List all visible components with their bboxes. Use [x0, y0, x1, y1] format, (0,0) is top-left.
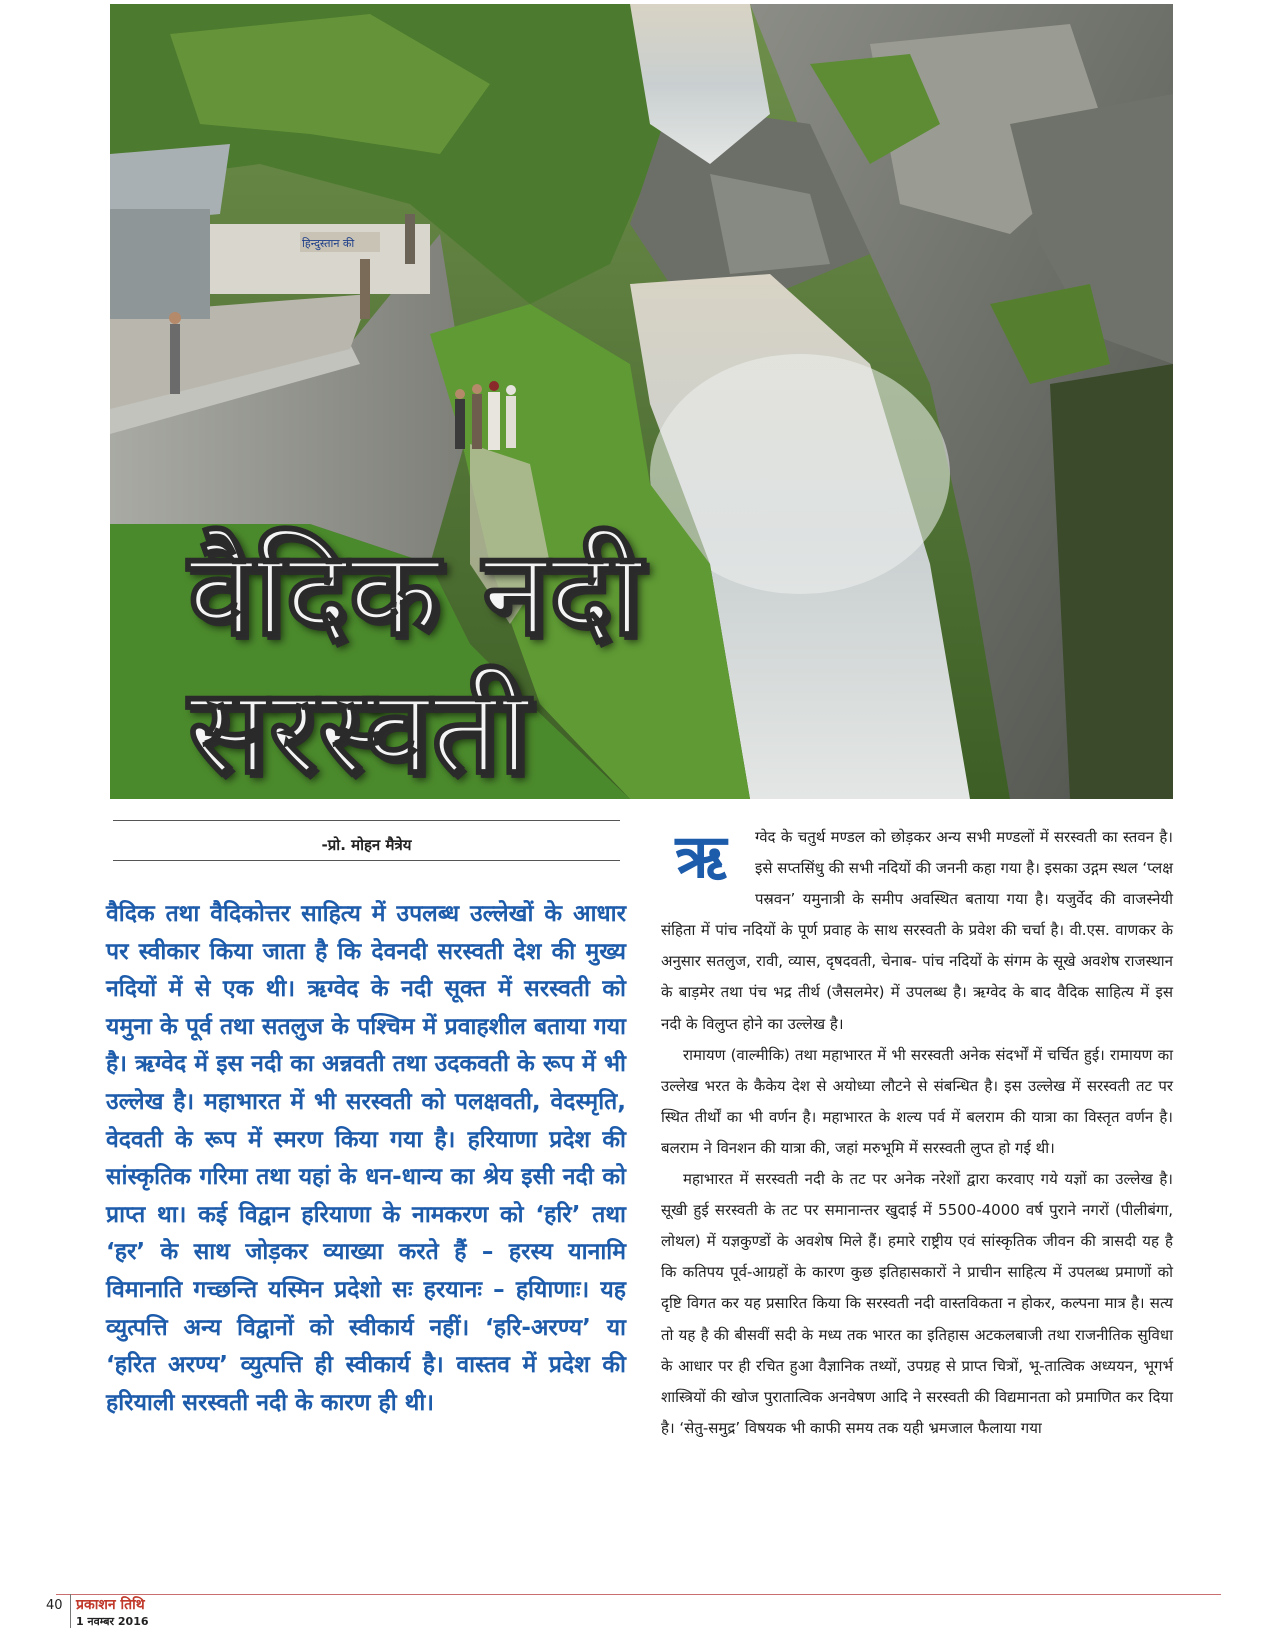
body-paragraph-3: महाभारत में सरस्वती नदी के तट पर अनेक नरेशों द्वारा करवाए गये यज्ञों का उल्लेख है। सूखी हुई सरस्वती के तट पर समानान्तर खुदाई में 5500-4000 वर्ष पुराने नगरों (पीलीबंगा, लोथल) में यज्ञकुण्डों के अवशेष मिले हैं। हमारे राष्ट्रीय एवं सांस्कृतिक जीवन की त्रासदी यह है कि कतिपय पूर्व-आग्रहों के कारण कुछ इतिहासकारों ने प्राचीन साहित्य में उपलब्ध प्रमाणों को दृष्टि विगत कर यह प्रसारित किया कि सरस्वती नदी वास्तविकता न होकर, कल्पना मात्र है। सत्य तो यह है की बीसवीं सदी के मध्य तक भारत का इतिहास अटकलबाजी तथा राजनीतिक सुविधा के आधार पर ही रचित हुआ वैज्ञानिक तथ्यों, उपग्रह से प्राप्त चित्रों, भू-तात्विक अध्ययन, भूगर्भ शास्त्रियों की खोज पुरातात्विक अनवेषण आदि ने सरस्वती की विद्यमानता को प्रमाणित कर दिया है। ‘सेतु-समुद्र’ विषयक भी काफी समय तक यही भ्रमजाल फैलाया गया	[661, 1170, 1173, 1437]
issue-date: 1 नवम्बर 2016	[76, 1615, 149, 1628]
author-rule-bottom	[113, 860, 620, 861]
footer-rule	[56, 1594, 1221, 1595]
author-rule-top	[113, 820, 620, 821]
hero-photo	[110, 4, 1173, 799]
page-number: 40	[46, 1598, 63, 1613]
drop-cap: ऋ	[675, 822, 727, 892]
title-line-2: सरस्वती	[188, 662, 531, 799]
body-paragraph-2: रामायण (वाल्मीकि) तथा महाभारत में भी सरस्वती अनेक संदर्भों में चर्चित हुई। रामायण का उल्लेख भरत के कैकेय देश से अयोध्या लौटने से संबन्धित है। इस उल्लेख में सरस्वती तट पर स्थित तीर्थों का भी वर्णन है। महाभारत के शल्य पर्व में बलराम की यात्रा का विस्तृत वर्णन है। बलराम ने विनशन की यात्रा की, जहां मरुभूमि में सरस्वती लुप्त हो गई थी।	[661, 1045, 1173, 1157]
hero-sign-text: हिन्दुस्तान की	[302, 237, 355, 250]
body-paragraph-1	[661, 822, 1173, 1040]
body-paragraph-1-text: ग्वेद के चतुर्थ मण्डल को छोड़कर अन्य सभी मण्डलों में सरस्वती का स्तवन है। इसे सप्तसिंधु की सभी नदियों की जननी कहा गया है। इसका उद्गम स्थल ‘प्लक्ष पस्रवन’ यमुनात्री के समीप अवस्थित बताया गया है। यजुर्वेद की वाजस्नेयी संहिता में पांच नदियों के पूर्ण प्रवाह के साथ सरस्वती के प्रवेश की चर्चा है। वी.एस. वाणकर के अनुसार सतलुज, रावी, व्यास, दृषदवती, चेनाब- पांच नदियों के संगम के सूखे अवशेष राजस्थान के बाड़मेर तथा पंच भद्र तीर्थ (जैसलमेर) में उपलब्ध है। ऋग्वेद के बाद वैदिक साहित्य में इस नदी के विलुप्त होने का उल्लेख है।	[661, 828, 1173, 1033]
body-column	[661, 822, 1173, 1444]
magazine-title: प्रकाशन तिथि	[76, 1597, 145, 1613]
title-line-1: वैदिक नदी	[188, 524, 644, 662]
lead-paragraph: वैदिक तथा वैदिकोत्तर साहित्य में उपलब्ध उल्लेखों के आधार पर स्वीकार किया जाता है कि देवनदी सरस्वती देश की मुख्य नदियों में से एक थी। ऋग्वेद के नदी सूक्त में सरस्वती को यमुना के पूर्व तथा सतलुज के पश्चिम में प्रवाहशील बताया गया है। ऋग्वेद में इस नदी का अन्नवती तथा उदकवती के रूप में भी उल्लेख है। महाभारत में भी सरस्वती को पलक्षवती, वेदस्मृति, वेदवती के रूप में स्मरण किया गया है। हरियाणा प्रदेश की सांस्कृतिक गरिमा तथा यहां के धन-धान्य का श्रेय इसी नदी को प्राप्त था। कई विद्वान हरियाणा के नामकरण को ‘हरि’ तथा ‘हर’ के साथ जोड़कर व्याख्या करते हैं – हरस्य यानामि विमानाति गच्छन्ति यस्मिन प्रदेशो सः हरयानः – हयिाणाः। यह व्युत्पत्ति अन्य विद्वानों को स्वीकार्य नहीं। ‘हरि-अरण्य’ या ‘हरित अरण्य’ व्युत्पत्ति ही स्वीकार्य है। वास्तव में प्रदेश की हरियाली सरस्वती नदी के कारण ही थी।	[106, 901, 626, 1416]
author-byline: -प्रो. मोहन मैत्रेय	[321, 836, 412, 854]
article-title	[188, 524, 643, 799]
footer-divider	[70, 1594, 71, 1628]
